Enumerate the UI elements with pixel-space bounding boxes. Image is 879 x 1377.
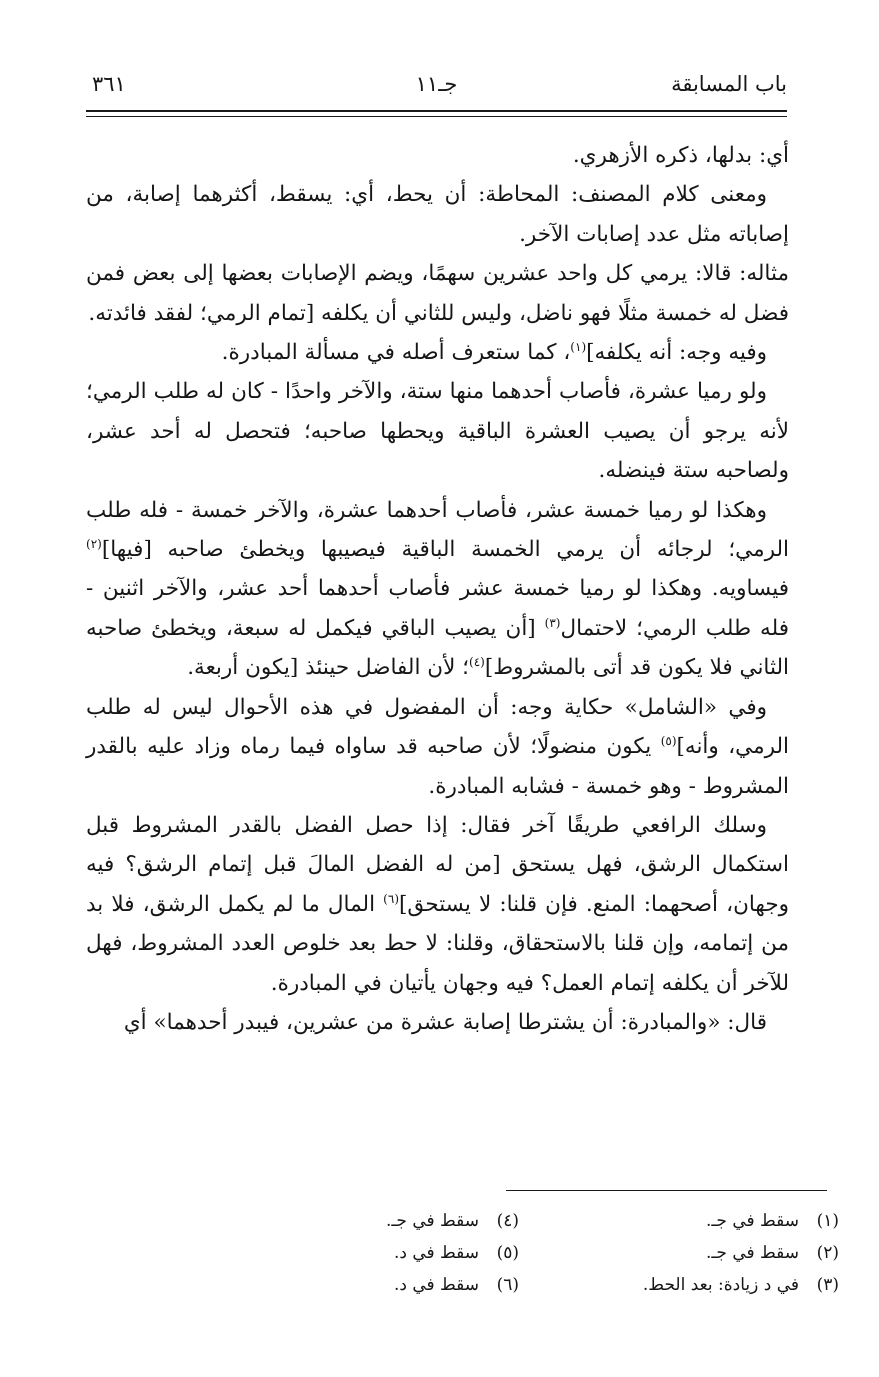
footnote-item	[259, 1269, 519, 1301]
footnote-marker: (٤)	[469, 655, 485, 670]
footnote-text: سقط في جـ.	[386, 1211, 479, 1231]
page-number: ٣٦١	[92, 72, 126, 96]
paragraph	[86, 254, 789, 333]
footnote-column-1	[579, 1205, 839, 1301]
footnote-text: في د زيادة: بعد الحط.	[642, 1275, 799, 1295]
paragraph	[86, 333, 789, 372]
footnote-item	[579, 1269, 839, 1301]
text-run: ؛ لأن الفاضل حينئذ [يكون أربعة.	[187, 655, 470, 681]
text-run: مثاله: قالا: يرمي كل واحد عشرين سهمًا، ويضم الإصابات بعضها إلى بعض فمن فضل له خمسة مثلًا فهو ناضل، وليس للثاني أن يكلفه [تمام الرمي؛ لفقد فائدته.	[86, 261, 789, 326]
paragraph	[86, 491, 789, 688]
paragraph	[86, 136, 789, 175]
footnote-marker: (٣)	[544, 615, 561, 630]
volume-label: جـ١١	[415, 72, 458, 96]
footnote-item	[259, 1237, 519, 1269]
page-header	[86, 64, 787, 104]
footnote-marker: (٦)	[383, 891, 399, 906]
paragraph	[86, 1003, 789, 1042]
text-run: وفي «الشامل» حكاية وجه: أن المفضول في هذه الأحوال ليس له طلب الرمي، وأنه]	[86, 694, 789, 760]
footnote-text: سقط في د.	[393, 1275, 479, 1295]
footnote-number: (١)	[816, 1211, 839, 1231]
paragraph	[86, 806, 789, 1003]
paragraph	[86, 372, 789, 490]
footnote-number: (٣)	[816, 1275, 839, 1295]
text-run: قال: «والمبادرة: أن يشترطا إصابة عشرة من عشرين، فيبدر أحدهما» أي	[123, 1009, 767, 1035]
footnote-separator	[506, 1190, 827, 1191]
header-rule-thick	[86, 110, 787, 112]
footnote-marker: (٢)	[86, 536, 102, 551]
text-run: ومعنى كلام المصنف: المحاطة: أن يحط، أي: يسقط، أكثرهما إصابة، من إصاباته مثل عدد إصابات الآخر.	[86, 182, 789, 247]
footnote-number: (٢)	[816, 1243, 839, 1263]
footnote-text: سقط في جـ.	[706, 1243, 799, 1263]
footnote-number: (٤)	[496, 1211, 519, 1231]
footnote-marker: (١)	[570, 339, 587, 354]
text-run: يكون منضولًا؛ لأن صاحبه قد ساواه فيما رماه وزاد عليه بالقدر المشروط - وهو خمسة - فشابه المبادرة.	[86, 734, 789, 799]
header-rule-thin	[86, 116, 787, 117]
paragraph	[86, 175, 789, 254]
footnote-text: سقط في جـ.	[706, 1211, 799, 1231]
footnote-column-2	[259, 1205, 519, 1301]
paragraph	[86, 688, 789, 806]
text-run: فيساويه. وهكذا لو رميا خمسة عشر فأصاب أحدهما أحد عشر، والآخر اثنين - فله طلب الرمي؛ لاحتمال	[86, 576, 789, 641]
footnote-item	[579, 1205, 839, 1237]
main-text	[86, 136, 789, 1042]
text-run: ولو رميا عشرة، فأصاب أحدهما منها ستة، والآخر واحدًا - كان له طلب الرمي؛ لأنه يرجو أن يصيب العشرة الباقية ويحطها صاحبه؛ فتحصل له أحد عشر، ولصاحبه ستة فينضله.	[86, 379, 789, 484]
text-run: وسلك الرافعي طريقًا آخر فقال: إذا حصل الفضل بالقدر المشروط قبل استكمال الرشق، فهل يستحق [من له الفضل المالَ قبل إتمام الرشق؟ فيه وجهان، أصحهما: المنع. فإن قلنا: لا يستحق]	[86, 812, 790, 917]
footnote-text: سقط في د.	[393, 1243, 479, 1263]
text-run: المال ما لم يكمل الرشق، فلا بد من إتمامه، وإن قلنا بالاستحقاق، وقلنا: لا حط بعد خلوص العدد المشروط، فهل للآخر أن يكلفه إتمام العمل؟ فيه وجهان يأتيان في المبادرة.	[86, 891, 789, 996]
footnote-number: (٥)	[496, 1243, 519, 1263]
footnote-item	[579, 1237, 839, 1269]
footnote-number: (٦)	[496, 1275, 519, 1295]
chapter-title: باب المسابقة	[671, 72, 787, 96]
text-run: وفيه وجه: أنه يكلفه]	[586, 340, 767, 366]
footnote-item	[259, 1205, 519, 1237]
text-run: ، كما ستعرف أصله في مسألة المبادرة.	[221, 340, 571, 366]
text-run: وهكذا لو رميا خمسة عشر، فأصاب أحدهما عشرة، والآخر خمسة - فله طلب الرمي؛ لرجائه أن يرمي الخمسة الباقية فيصيبها ويخطئ صاحبه [فيها]	[86, 497, 789, 563]
text-run: أي: بدلها، ذكره الأزهري.	[572, 143, 789, 168]
text-run: [أن يصيب الباقي فيكمل له سبعة، ويخطئ صاحبه الثاني فلا يكون قد أتى بالمشروط]	[86, 615, 789, 681]
footnote-marker: (٥)	[660, 733, 677, 748]
